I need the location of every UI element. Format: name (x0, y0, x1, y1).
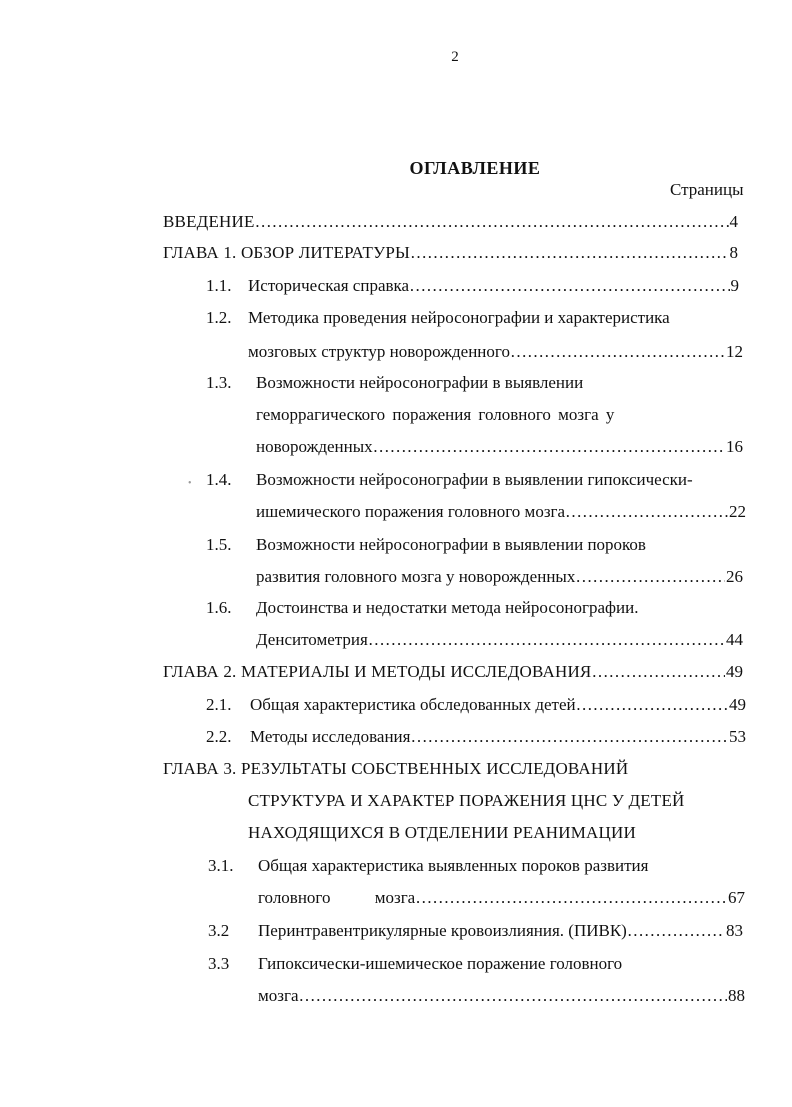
toc-entry-1-2-line-1 (206, 308, 746, 330)
toc-entry-text: Историческая справка (248, 276, 410, 295)
toc-entry-3-3-line-2 (258, 986, 745, 1008)
toc-entry-intro (163, 212, 738, 234)
toc-entry-text: ГЛАВА 1. ОБЗОР ЛИТЕРАТУРЫ (163, 243, 411, 262)
section-number: 1.1. (206, 276, 232, 295)
dot-leader (415, 888, 727, 908)
toc-entry-chapter-1 (163, 243, 738, 265)
toc-entry-1-3-line-2 (256, 405, 736, 427)
section-number: 2.1. (206, 695, 232, 714)
section-number: 1.4. (206, 470, 232, 489)
section-number: 1.2. (206, 308, 232, 327)
toc-entry-text: ГЛАВА 3. РЕЗУЛЬТАТЫ СОБСТВЕННЫХ ИССЛЕДОВАНИЙ (163, 759, 629, 778)
toc-page-number: 49 (729, 695, 746, 714)
toc-entry-text: мозговых структур новорожденного (248, 342, 510, 361)
toc-entry-text: мозга (258, 986, 299, 1005)
toc-page-number: 4 (729, 212, 738, 231)
section-number: 3.1. (208, 856, 234, 875)
toc-page-number: 22 (729, 502, 746, 521)
dot-leader (591, 662, 725, 682)
toc-entry-1-4-line-1 (206, 470, 766, 492)
toc-entry-text: Перинтравентрикулярные кровоизлияния. (ПИВК) (258, 921, 627, 940)
toc-entry-chapter-2 (163, 662, 743, 684)
dot-leader (255, 212, 729, 232)
toc-entry-text: Возможности нейросонографии в выявлении пороков (256, 535, 646, 554)
toc-entry-chapter-3-line-1 (163, 759, 753, 781)
toc-entry-chapter-3-line-3 (248, 823, 768, 845)
toc-entry-2-2 (206, 727, 746, 749)
dot-leader (576, 695, 728, 715)
dot-leader (410, 727, 728, 747)
page-number: 2 (451, 49, 459, 65)
toc-entry-1-5-line-1 (206, 535, 726, 557)
toc-entry-1-4-line-2 (256, 502, 746, 524)
toc-entry-text: ГЛАВА 2. МАТЕРИАЛЫ И МЕТОДЫ ИССЛЕДОВАНИЯ (163, 662, 592, 681)
toc-entry-3-1-line-1 (208, 856, 728, 878)
section-number: 1.6. (206, 598, 232, 617)
toc-entry-text: Методы исследования (250, 727, 411, 746)
toc-entry-text: Достоинства и недостатки метода нейросонографии. (256, 598, 639, 617)
toc-entry-1-3-line-1 (206, 373, 726, 395)
toc-entry-1-2-line-2 (248, 342, 743, 364)
dot-leader (627, 921, 725, 941)
toc-page-number: 88 (728, 986, 745, 1005)
toc-entry-1-1 (206, 276, 739, 298)
toc-page-number: 53 (729, 727, 746, 746)
toc-page-number: 49 (726, 662, 743, 681)
section-number: 1.3. (206, 373, 232, 392)
section-number: 3.2 (208, 921, 230, 940)
toc-entry-2-1 (206, 695, 746, 717)
toc-title: ОГЛАВЛЕНИЕ (409, 158, 541, 178)
toc-entry-text: Возможности нейросонографии в выявлении (256, 373, 584, 392)
toc-entry-text: Общая характеристика выявленных пороков развития (258, 856, 649, 875)
dot-leader (299, 986, 728, 1006)
dot-leader (565, 502, 728, 522)
toc-page-number: 67 (728, 888, 745, 907)
toc-entry-3-1-line-2 (258, 888, 745, 910)
toc-entry-text: Возможности нейросонографии в выявлении гипоксически- (256, 470, 693, 489)
dot-leader (368, 630, 725, 650)
toc-entry-text: ВВЕДЕНИЕ (163, 212, 255, 231)
toc-entry-text: НАХОДЯЩИХСЯ В ОТДЕЛЕНИИ РЕАНИМАЦИИ (248, 823, 636, 842)
toc-entry-3-2 (208, 921, 743, 943)
toc-page-number: 44 (726, 630, 743, 649)
toc-page-number: 83 (726, 921, 743, 940)
toc-entry-chapter-3-line-2 (248, 791, 768, 813)
toc-entry-text: Методика проведения нейросонографии и характеристика (248, 308, 670, 327)
toc-entry-text: геморрагического поражения головного мозга у (256, 405, 615, 424)
toc-entry-1-5-line-2 (256, 567, 743, 589)
dot-leader (575, 567, 725, 587)
toc-entry-text: развития головного мозга у новорожденных (256, 567, 576, 586)
section-number: 3.3 (208, 954, 230, 973)
toc-entry-text: СТРУКТУРА И ХАРАКТЕР ПОРАЖЕНИЯ ЦНС У ДЕТЕЙ (248, 791, 685, 810)
toc-page-number: 12 (726, 342, 743, 361)
dot-leader (373, 437, 725, 457)
dot-leader (409, 276, 729, 296)
toc-entry-text: новорожденных (256, 437, 373, 456)
dot-leader (510, 342, 725, 362)
toc-page-number: 16 (726, 437, 743, 456)
toc-entry-text: ишемического поражения головного мозга (256, 502, 566, 521)
toc-entry-1-6-line-1 (206, 598, 726, 620)
toc-entry-text: Общая характеристика обследованных детей (250, 695, 576, 714)
section-number: 1.5. (206, 535, 232, 554)
toc-entry-text: Денситометрия (256, 630, 368, 649)
toc-entry-text: Гипоксически-ишемическое поражение головного (258, 954, 623, 973)
toc-entry-text: головного мозга (258, 888, 416, 907)
pages-column-label: Страницы (670, 180, 744, 199)
section-number: 2.2. (206, 727, 232, 746)
toc-page-number: 26 (726, 567, 743, 586)
toc-page-number: 8 (729, 243, 738, 262)
toc-entry-1-3-line-3 (256, 437, 743, 459)
toc-entry-1-6-line-2 (256, 630, 743, 652)
toc-entry-3-3-line-1 (208, 954, 728, 976)
toc-page-number: 9 (730, 276, 739, 295)
scan-mark: • (188, 478, 192, 489)
dot-leader (410, 243, 728, 263)
